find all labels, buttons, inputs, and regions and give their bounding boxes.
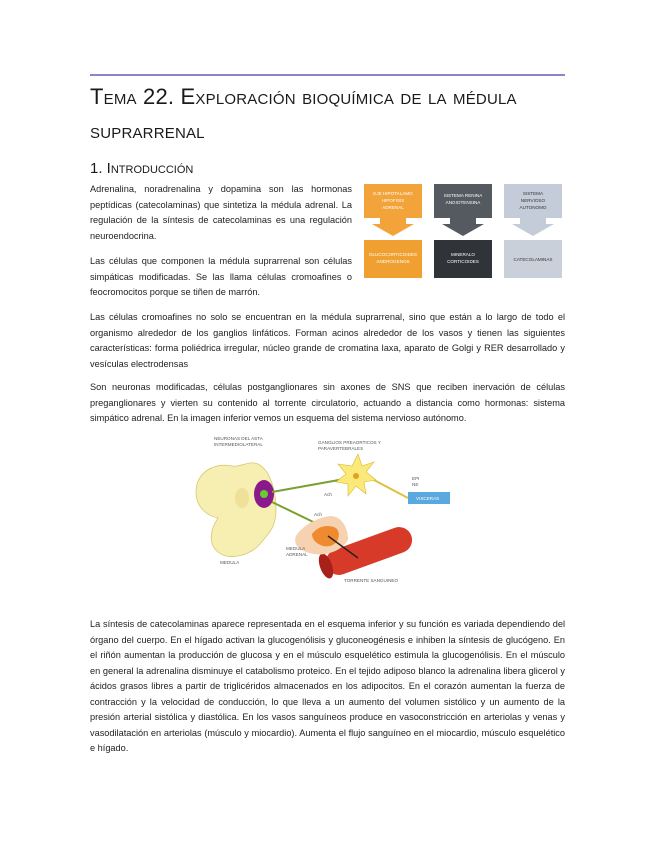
flow-top-label-1c: ADRENAL	[382, 205, 404, 210]
flow-bottom-label-3a: CATECOLAMINAS	[513, 257, 553, 262]
spinal-cord-inner	[235, 488, 249, 508]
flow-top-label-1a: EJE HIPOTALAMO	[373, 191, 413, 196]
paragraph-neuronas: Son neuronas modificadas, células postganglionares sin axones de SNS que reciben inervación de células preganglionares y vierten su contenido al torrente circulatorio, actuando a distancia como hormonas: sistema simpático adrenal. En la imagen inferior vemos un esquema del sistema nervioso autónomo.	[90, 382, 565, 423]
flow-top-label-3c: AUTONOMO	[519, 205, 547, 210]
paragraph-celulas: Las células que componen la médula suprarrenal son células simpáticas modificadas. Se las llama células cromoafines o feocromocitos porque se tiñen de marrón.	[90, 256, 352, 297]
flow-arrow-2	[442, 218, 484, 236]
label-ne: NE	[412, 482, 419, 487]
label-torrente: TORRENTE SANGUINEO	[344, 578, 399, 583]
postganglionic-axon	[374, 480, 408, 498]
page-title: Tema 22. Exploración bioquímica de la médula suprarrenal	[90, 84, 517, 143]
label-medula-adrenal-2: ADRENAL	[286, 552, 308, 557]
flow-top-label-2b: ANGIOTENSINA	[445, 200, 481, 205]
label-ach-1: Ach	[324, 492, 332, 497]
flow-arrow-1	[372, 218, 414, 236]
flow-top-label-3b: NERVIOSO	[520, 198, 546, 203]
flow-bottom-label-2b: CORTICOIDES	[447, 259, 479, 264]
label-medula-adrenal-1: MEDULA	[286, 546, 306, 551]
flow-top-label-3a: SISTEMA	[522, 191, 544, 196]
label-neuronas-1: NEURONAS DEL ASTA	[214, 436, 263, 441]
autonomic-nervous-diagram	[192, 432, 454, 590]
section-heading: 1. Introducción	[90, 160, 194, 177]
label-ganglios-1: GANGLIOS PREAORTICOS Y	[318, 440, 381, 445]
horn-neuron-nucleus	[260, 490, 268, 498]
flow-bottom-label-1a: GLUCOCORTICOIDES	[368, 252, 418, 257]
flow-top-label-1b: HIPOFISIS	[381, 198, 405, 203]
label-ganglios-2: PARAVERTEBRALES	[318, 446, 364, 451]
flow-bottom-label-1b: ANDROGENOS	[376, 259, 410, 264]
spinal-cord-shape	[196, 463, 276, 557]
label-ach-2: Ach	[314, 512, 322, 517]
paragraph-cromoafines: Las células cromoafines no solo se encuentran en la médula suprarrenal, sino que están a lo largo de todo el organismo alrededor de los ganglios linfáticos. Forman acinos alrededor de los vasos y tienen las siguientes características: forma poliédrica irregular, núcleo grande de cromatina laxa, aparato de Golgi y RER desarrollado y vesículas electrodensas	[90, 312, 565, 369]
ganglion-nucleus	[353, 473, 359, 479]
hormone-flow-diagram	[362, 182, 565, 282]
paragraph-hormonas: Adrenalina, noradrenalina y dopamina son las hormonas peptídicas (catecolaminas) que sintetiza la médula adrenal. La regulación de la síntesis de catecolaminas es una regulación neuroendocrina.	[90, 184, 352, 241]
label-visceras: VISCERAS	[416, 496, 440, 501]
label-medula: MEDULA	[220, 560, 240, 565]
flow-arrow-3	[512, 218, 554, 236]
label-epi: EPI	[412, 476, 420, 481]
flow-bottom-label-2a: MINERALO	[451, 252, 475, 257]
label-neuronas-2: INTERMEDIOLATERAL	[214, 442, 263, 447]
flow-top-label-2a: SISTEMA RENINA	[443, 193, 483, 198]
paragraph-sintesis: La síntesis de catecolaminas aparece representada en el esquema inferior y su función es variada dependiendo del órgano del cuerpo. En el hígado activan la glucogenólisis y gluconeogénesis e inhiben la síntesis de glucógeno. En el riñón aumentan la producción de glucosa y en el músculo esquelético estimula la glucogenólisis. En el músculo en general la adrenalina disminuye el catabolismo proteico. En el tejido adiposo blanco la adrenalina libera glicerol y ácidos grasos libres a partir de triglicéridos almacenados en los adipocitos. En el corazón aumentan la fuerza de contracción y la velocidad de conducción, lo que lleva a un aumento del volumen sistólico y un aumento de la presión arterial sistólica y diastólica. En los vasos sanguíneos produce en vasoconstricción en arteriolas y venas y vasodilatación en arteriolas (músculo y miocardio). Aumenta el flujo sanguíneo en el miocardio, músculo esquelético e hígado.	[90, 619, 565, 753]
title-rule	[90, 74, 565, 76]
